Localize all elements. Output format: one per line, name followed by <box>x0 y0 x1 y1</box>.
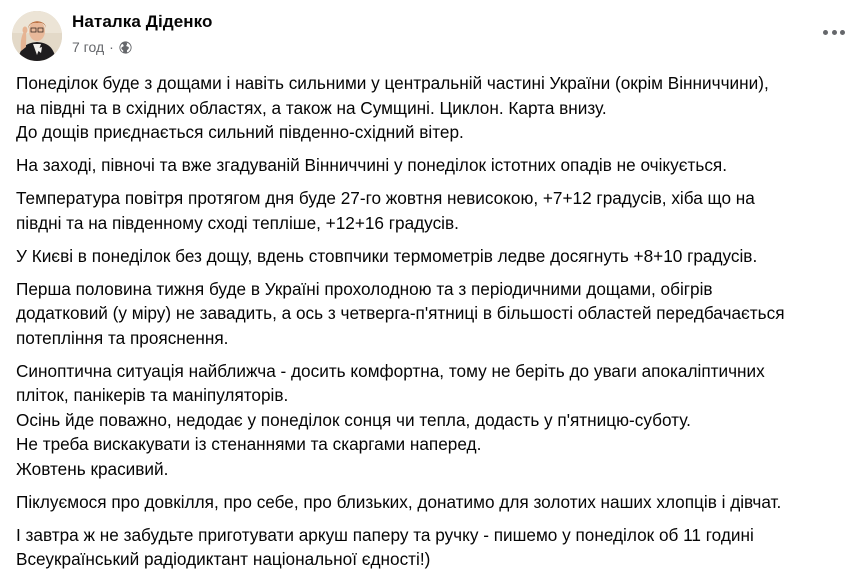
text-line: на півдні та в східних областях, а також на Сумщині. Циклон. Карта внизу. <box>16 97 607 118</box>
paragraph <box>16 359 851 482</box>
text-line: Не треба вискакувати із стенаннями та скаргами наперед. <box>16 434 482 454</box>
text-line: Синоптична ситуація найближча - досить комфортна, тому не беріть до уваги апокаліптичних <box>16 360 765 381</box>
paragraph <box>16 523 851 572</box>
text-line: потепління та прояснення. <box>16 327 229 348</box>
text-line: У Києві в понеділок без дощу, вдень стовпчики термометрів ледве досягнуть +8+10 градусів. <box>16 245 758 266</box>
post-text <box>16 71 851 580</box>
globe-icon[interactable] <box>119 41 132 54</box>
text-line: На заході, півночі та вже згадуваній Вінниччині у понеділок істотних опадів не очікується. <box>16 155 727 175</box>
more-options-button[interactable] <box>823 22 845 42</box>
meta-separator: · <box>109 39 114 55</box>
more-dot-icon <box>832 30 837 35</box>
text-line: Температура повітря протягом дня буде 27-го жовтня невисокою, +7+12 градусів, хіба що на <box>16 188 755 208</box>
text-line: Піклуємося про довкілля, про себе, про близьких, донатимо для золотих наших хлопців і дівчат. <box>16 491 782 512</box>
paragraph <box>16 490 851 515</box>
text-line: Перша половина тижня буде в Україні прохолодною та з періодичними дощами, обігрів <box>16 278 713 299</box>
paragraph <box>16 186 851 235</box>
post-timestamp[interactable]: 7 год <box>72 39 105 55</box>
text-line: Осінь йде поважно, недодає у понеділок сонця чи тепла, додасть у п'ятницю-суботу. <box>16 409 691 430</box>
author-avatar[interactable] <box>12 11 62 61</box>
text-line: Жовтень красивий. <box>16 458 169 479</box>
paragraph <box>16 71 851 145</box>
post-header <box>0 0 863 64</box>
text-line: Всеукраїнський радіодиктант національної єдності!) <box>16 549 431 569</box>
text-line: Понеділок буде з дощами і навіть сильними у центральній частині України (окрім Вінниччини), <box>16 73 769 93</box>
post-meta <box>72 39 132 55</box>
paragraph <box>16 277 851 351</box>
avatar-photo <box>12 11 62 61</box>
text-line: До дощів приєднається сильний південно-східний вітер. <box>16 122 464 142</box>
more-dot-icon <box>840 30 845 35</box>
paragraph <box>16 244 851 269</box>
text-line: пліток, панікерів та маніпуляторів. <box>16 385 289 405</box>
author-name[interactable]: Наталка Діденко <box>72 12 213 31</box>
paragraph <box>16 153 851 178</box>
text-line: І завтра ж не забудьте приготувати аркуш паперу та ручку - пишемо у понеділок об 11 годині <box>16 524 754 545</box>
more-dot-icon <box>823 30 828 35</box>
text-line: півдні та на південному сході тепліше, +12+16 градусів. <box>16 212 459 233</box>
text-line: додатковий (у міру) не завадить, а ось з четверга-п'ятниці в більшості областей передбачається <box>16 303 785 323</box>
